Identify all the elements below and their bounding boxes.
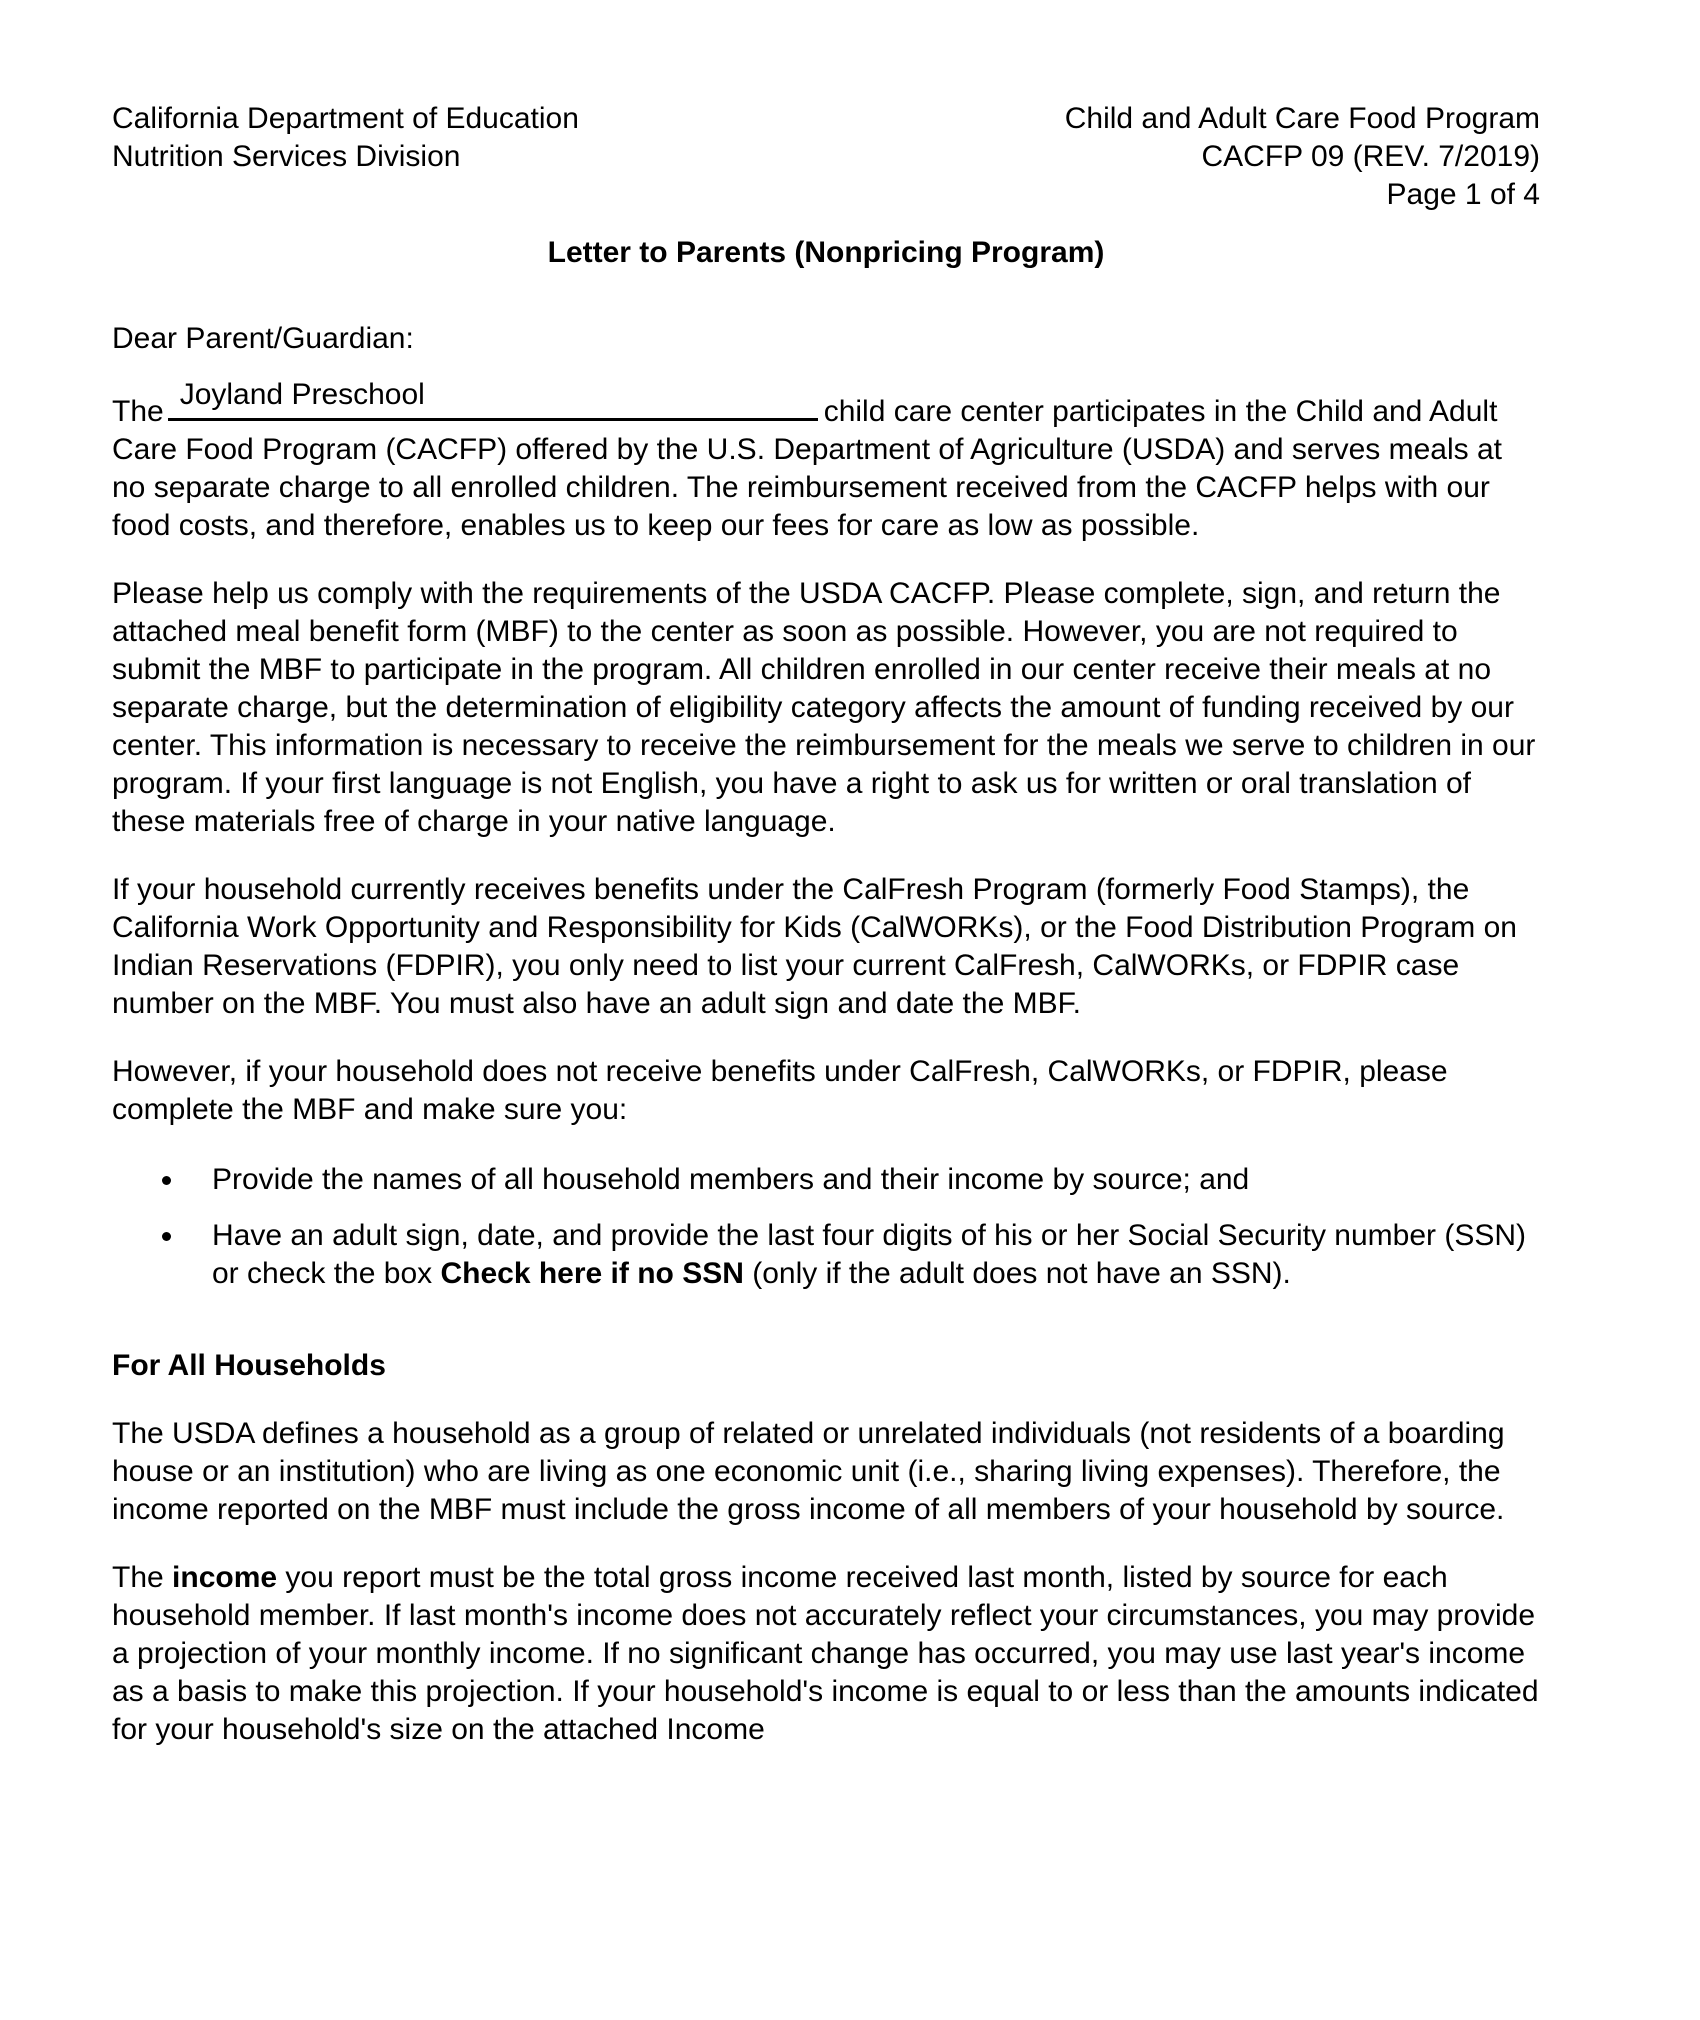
list-item [112,1217,1540,1293]
non-benefits-paragraph: However, if your household does not receive benefits under CalFresh, CalWORKs, or FDPIR, please complete the MBF and make sure you: [112,1055,1448,1126]
income-text-pre: The [112,1561,173,1594]
department-name: California Department of Education [112,102,579,135]
income-text-post: you report must be the total gross income received last month, listed by source for each household member. If last month's income does not accurately reflect your circumstances, you may provide a projection of your monthly income. If no significant change has occurred, you may use last year's income as a basis to make this projection. If your household's income is equal to or less than the amounts indicated for your household's size on the attached Income [112,1561,1539,1746]
intro-paragraph [112,378,1540,545]
list-item-text: Provide the names of all household members and their income by source; and [212,1163,1250,1196]
compliance-paragraph: Please help us comply with the requirements of the USDA CACFP. Please complete, sign, and return the attached meal benefit form (MBF) to the center as soon as possible. However, you are not required to submit the MBF to participate in the program. All children enrolled in our center receive their meals at no separate charge, but the determination of eligibility category affects the amount of funding received by our center. This information is necessary to receive the reimbursement for the meals we serve to children in our program. If your first language is not English, you have a right to ask us for written or oral translation of these materials free of charge in your native language. [112,577,1536,838]
letter-title: Letter to Parents (Nonpricing Program) [547,236,1105,269]
benefits-paragraph: If your household currently receives benefits under the CalFresh Program (formerly Food Stamps), the California Work Opportunity and Responsibility for Kids (CalWORKs), or the Food Distribution Program on Indian Reservations (FDPIR), you only need to list your current CalFresh, CalWORKs, or FDPIR case number on the MBF. You must also have an adult sign and date the MBF. [112,873,1517,1020]
list-item-text-post: (only if the adult does not have an SSN). [743,1257,1291,1290]
header-right [1065,100,1540,214]
intro-text: child care center participates in the Child and Adult Care Food Program (CACFP) offered by the U.S. Department of Agriculture (USDA) and serves meals at no separate charge to all enrolled children. The reimbursement received from the CACFP helps with our food costs, and therefore, enables us to keep our fees for care as low as possible. [112,395,1502,542]
bullet-icon [162,1232,171,1241]
page-number: Page 1 of 4 [1386,178,1540,211]
division-name: Nutrition Services Division [112,140,461,173]
requirements-list [112,1161,1540,1293]
header-left [112,100,579,214]
section-heading: For All Households [112,1349,386,1382]
program-name: Child and Adult Care Food Program [1064,102,1540,135]
center-name-value: Joyland Preschool [179,378,425,411]
list-item [112,1161,1540,1199]
income-paragraph [112,1559,1540,1749]
list-item-text-pre: Have an adult sign, date, and provide the last four digits of his or her Social Security number (SSN) or check the box [212,1219,1527,1290]
form-number: CACFP 09 (REV. 7/2019) [1201,140,1540,173]
income-text-bold: income [172,1561,278,1594]
document-header [112,100,1540,214]
list-item-text-bold: Check here if no SSN [440,1257,744,1290]
household-definition-paragraph: The USDA defines a household as a group of related or unrelated individuals (not residents of a boarding house or an institution) who are living as one economic unit (i.e., sharing living expenses). Therefore, the income reported on the MBF must include the gross income of all members of your household by source. [112,1417,1505,1526]
salutation: Dear Parent/Guardian: [112,322,414,355]
center-name-field[interactable] [168,378,818,421]
bullet-icon [162,1176,171,1185]
intro-prefix: The [112,395,164,428]
